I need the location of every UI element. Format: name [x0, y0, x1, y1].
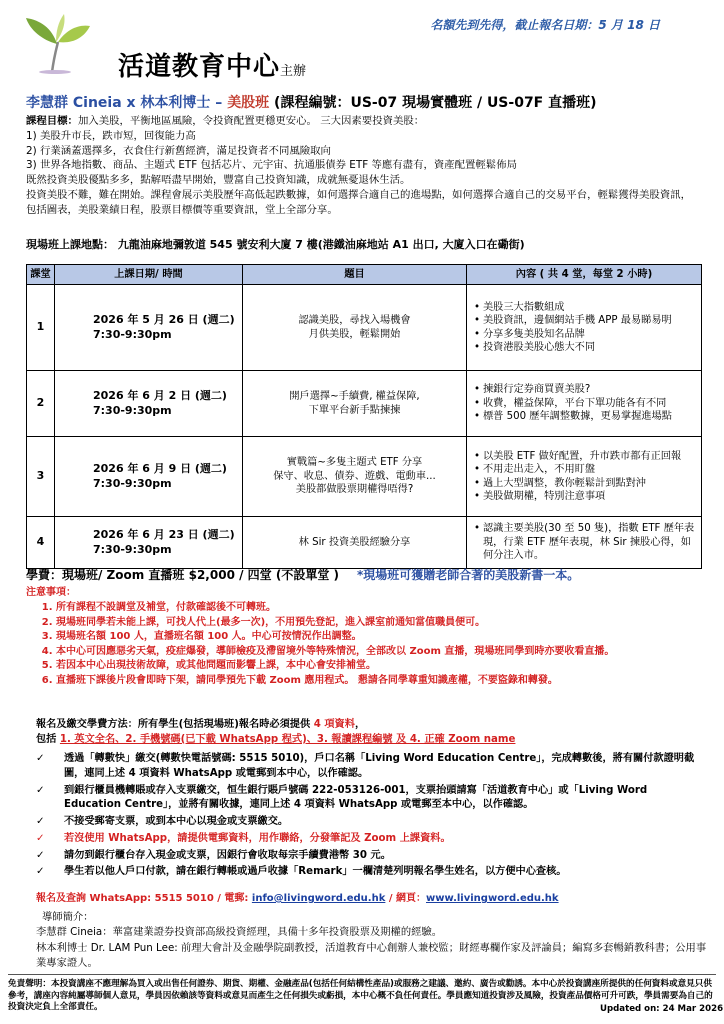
note-item: 3. 現場班名額 100 人，直播班名額 100 人。中心可按情況作出調整。: [56, 630, 702, 645]
email-link[interactable]: info@livingword.edu.hk: [251, 893, 386, 904]
logo-icon: [22, 12, 92, 74]
check-icon: ✓: [36, 816, 45, 828]
disclaimer: 免責聲明：本投資講座不應理解為買入或出售任何證券、期貨、期權、金融產品(包括任何結構性產品)或服務之建議、邀約、廣告或勸誘。本中心於投資講座所提供的任何資料或意見只供參考，講座內容純屬導師個人意見，學員因依賴該等資料或意見而產生之任何損失或虧損，本中心概不負任何責任。學員應知道投資涉及風險，投資產品價格可升可跌，學員需要為自己的投資決定負上全部責任。: [8, 974, 716, 1014]
check-icon: ✓: [36, 866, 45, 878]
note-item: 2. 現場班同學若未能上課，可找人代上(最多一次)，不用預先登記，進入課室前通知當值職員便可。: [56, 616, 702, 631]
payment-methods: [36, 752, 706, 882]
note-item: 4. 本中心可因應惡劣天氣，疫症爆發，導師檢疫及滯留境外等特殊情況，全部改以 Zoom 直播，現場班同學到時亦要收看直播。: [56, 645, 702, 660]
note-item: 6. 直播班下課後片段會即時下架，請同學預先下載 Zoom 應用程式。 懇請各同學尊重知識產權，不要盜錄和轉發。: [56, 674, 702, 689]
payment-item: ✓ 不接受郵寄支票，或到本中心以現金或支票繳交。: [36, 815, 706, 830]
registration-method: 報名及繳交學費方法：所有學生(包括現場班)報名時必須提供 4 項資料， 包括 1. 英文全名、2. 手機號碼(已下載 WhatsApp 程式)、3. 報讀課程編號 及 4. 正確 Zoom name: [36, 719, 516, 745]
schedule-table: 課堂 上課日期/ 時間 題目 內容 ( 共 4 堂，每堂 2 小時) 1 2026 年 5 月 26 日 (週二) 7:30-9:30pm 認識美股，尋找入場機會 月供美股，輕鬆開始 • 美股三大指數組成 • 美股資訊，邊個網站手機 APP 最易睇易明 • 分享多隻美股知名品牌 • 投資港股美股心態大不同 2 2026 年 6 月 2 日 (週二) 7:30-9:30pm 開戶選擇~手續費, 權益保障, 下單平台新手點揀揀 • 揀銀行定券商買賣美股? • 收費，權益保障，平台下單功能各有不同 • 標普 500 歷年調整數據，更易掌握進場點 3 2026 年 6 月 9 日 (週二) 7:30-9:30pm 實戰篇~多隻主題式 ETF 分享 保守、收息、債券、遊戲、電動車... 美股都做股票期權得唔得? • 以美股 ETF 做好配置，升市跌市都有正回報 • 不用走出走入，不用盯盤 • 過上大型調整，教你輕鬆計到點對沖 • 美股做期權，特別注意事項 4 2026 年 6 月 23 日 (週二) 7:30-9:30pm 林 Sir 投資美股經驗分享 • 認識主要美股(30 至 50 隻)，指數 ETF 歷年表現，行業 ETF 歷年表現，林 Sir 揀股心得，如何分注入市。: [26, 264, 702, 569]
payment-item: ✓ 到銀行櫃員機轉賬或存入支票繳交，恒生銀行賬戶號碼 222-053126-001，支票抬頭請寫「活道教育中心」或「Living Word Education Centre」，並將有關收據，連同上述 4 項資料 WhatsApp 或電郵至本中心，以作確認。: [36, 784, 648, 811]
contact-info: 報名及查詢 WhatsApp: 5515 5010 / 電郵: info@livingword.edu.hk / 網頁：www.livingword.edu.hk: [36, 893, 559, 904]
table-row: 1 2026 年 5 月 26 日 (週二) 7:30-9:30pm 認識美股，尋找入場機會 月供美股，輕鬆開始 • 美股三大指數組成 • 美股資訊，邊個網站手機 APP 最易睇易明 • 分享多隻美股知名品牌 • 投資港股美股心態大不同: [27, 285, 702, 371]
table-row: 2 2026 年 6 月 2 日 (週二) 7:30-9:30pm 開戶選擇~手續費, 權益保障, 下單平台新手點揀揀 • 揀銀行定券商買賣美股? • 收費，權益保障，平台下單功能各有不同 • 標普 500 歷年調整數據，更易掌握進場點: [27, 371, 702, 437]
tuition-fee: 學費：現場班/ Zoom 直播班 $2,000 / 四堂 (不設單堂 ) *現場班可獲贈老師合著的美股新書一本。: [26, 568, 580, 582]
intro-point: 2) 行業涵蓋選擇多，衣食住行新舊經濟，滿足投資者不同風險取向: [26, 144, 331, 157]
course-intro: 課程目標：加入美股，平衡地區風險，令投資配置更穩更安心。 三大因素要投資美股： 1) 美股升市長，跌市短，回復能力高 2) 行業涵蓋選擇多，衣食住行新舊經濟，滿足投資者不同風險取向 3) 世界各地指數、商品、主題式 ETF 包括芯片、元宇宙、抗通脹債券 ETF 等應有盡有，資產配置輕鬆佈局 既然投資美股優點多多，點解唔盡早開始，豐富自己投資知識，成就無憂退休生活。 投資美股不難，難在開始。課程會展示美股歷年高低起跌數據，如何選擇合適自己的進場點，如何選擇合適自己的交易平台，輕鬆獲得美股資訊，包括圖表，美股業績日程，股票目標價等重要資訊，堂上全部分享。: [26, 114, 696, 217]
note-item: 5. 若因本中心出現技術故障，或其他問題而影響上課，本中心會安排補堂。: [56, 659, 702, 674]
check-icon: ✓: [36, 849, 45, 861]
payment-item: ✓ 學生若以他人戶口付款，請在銀行轉帳或過戶收據「Remark」一欄清楚列明報名學生姓名，以方便中心查核。: [36, 865, 706, 880]
website-link[interactable]: www.livingword.edu.hk: [426, 893, 559, 904]
check-icon: ✓: [36, 784, 45, 796]
table-row: 4 2026 年 6 月 23 日 (週二) 7:30-9:30pm 林 Sir 投資美股經驗分享 • 認識主要美股(30 至 50 隻)，指數 ETF 歷年表現，行業 ETF 歷年表現，林 Sir 揀股心得，如何分注入市。: [27, 517, 702, 569]
intro-point: 1) 美股升市長，跌市短，回復能力高: [26, 129, 196, 142]
notes-section: 注意事項： 1. 所有課程不設調堂及補堂，付款確認後不可轉班。 2. 現場班同學若未能上課，可找人代上(最多一次)，不用預先登記，進入課室前通知當值職員便可。 3. 現場班名額 100 人，直播班名額 100 人。中心可按情況作出調整。 4. 本中心可因應惡劣天氣，疫症爆發，導師檢疫及滯留境外等特殊情況，全部改以 Zoom 直播，現場班同學到時亦要收看直播。 5. 若因本中心出現技術故障，或其他問題而影響上課，本中心會安排補堂。 6. 直播班下課後片段會即時下架，請同學預先下載 Zoom 應用程式。 懇請各同學尊重知識產權，不要盜錄和轉發。: [26, 586, 702, 688]
payment-item: ✓ 若沒使用 WhatsApp，請提供電郵資料，用作聯絡，分發筆記及 Zoom 上課資料。: [36, 832, 706, 847]
note-item: 1. 所有課程不設調堂及補堂，付款確認後不可轉班。: [56, 601, 702, 616]
tutor-intro: 導師簡介： 李慧群 Cineia：華富建業證券投資部高級投資經理，具備十多年投資股票及期權的經驗。 林本利博士 Dr. LAM Pun Lee: 前理大會計及金融學院副教授，活道教育中心創辦人兼校監；財經專欄作家及評論員；編寫多套暢銷教科書；公用事業專家證人。: [36, 911, 707, 970]
payment-item: ✓ 請勿到銀行櫃台存入現金或支票，因銀行會收取每宗手續費港幣 30 元。: [36, 849, 706, 864]
check-icon: ✓: [36, 753, 45, 764]
registration-deadline: 名額先到先得，截止報名日期：5 月 18 日: [430, 18, 660, 32]
payment-item: ✓ 透過「轉數快」繳交(轉數快電話號碼: 5515 5010)，戶口名稱「Living Word Education Centre」，完成轉數後，將有關付款證明截圖，連同上述 4 項資料 WhatsApp 或電郵到本中心，以作確認。: [36, 753, 695, 779]
course-title: 李慧群 Cineia x 林本利博士 – 美股班 (課程編號：US-07 現場實體班 / US-07F 直播班): [26, 95, 597, 111]
updated-date: Updated on: 24 Mar 2026: [600, 1004, 724, 1014]
table-row: 3 2026 年 6 月 9 日 (週二) 7:30-9:30pm 實戰篇~多隻主題式 ETF 分享 保守、收息、債券、遊戲、電動車... 美股都做股票期權得唔得? • 以美股 ETF 做好配置，升市跌市都有正回報 • 不用走出走入，不用盯盤 • 過上大型調整，教你輕鬆計到點對沖 • 美股做期權，特別注意事項: [27, 437, 702, 517]
organization-name: 活道教育中心主辦: [118, 52, 307, 82]
intro-point: 3) 世界各地指數、商品、主題式 ETF 包括芯片、元宇宙、抗通脹債券 ETF 等應有盡有，資產配置輕鬆佈局: [26, 159, 517, 172]
check-icon: ✓: [36, 832, 45, 844]
venue-address: 現場班上課地點： 九龍油麻地彌敦道 545 號安利大廈 7 樓(港鐵油麻地站 A1 出口, 大廈入口在磡街): [26, 238, 525, 251]
